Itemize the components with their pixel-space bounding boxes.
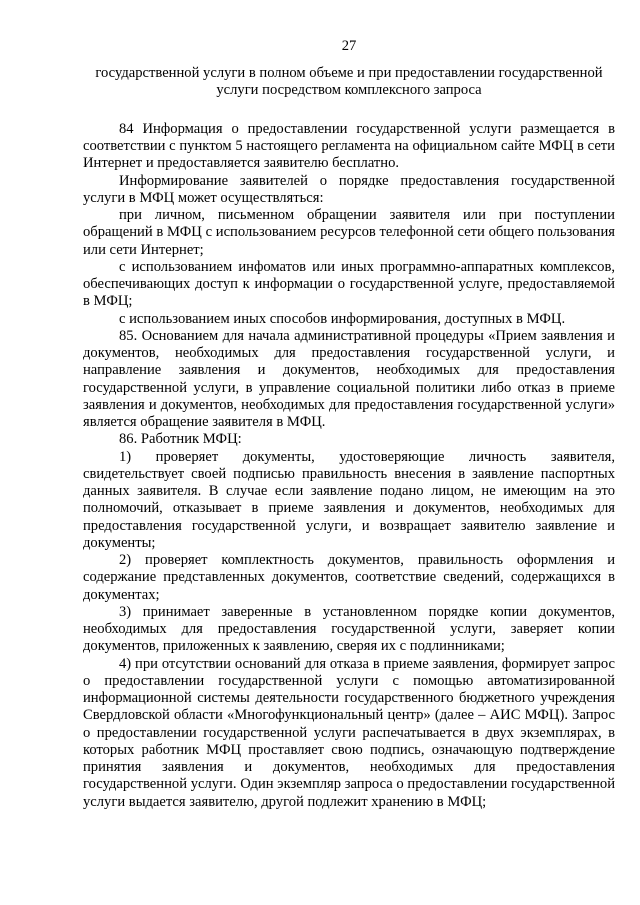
- page-number: 27: [341, 38, 357, 54]
- paragraph-84: 84 Информация о предоставлении государственной услуги размещается в соответствии с пунктом 5 настоящего регламента на официальном сайте МФЦ в сети Интернет и предоставляется заявителю бесплатно.: [83, 120, 615, 172]
- list-item-1: 1) проверяет документы, удостоверяющие личность заявителя, свидетельствует своей подписью правильность внесения в заявление паспортных данных заявителя. В случае если заявление подано лицом, не имеющим на это полномочий, отказывает в приеме заявления и документов, необходимых для предоставления государственной услуги, и возвращает заявителю заявление и документы;: [83, 448, 615, 551]
- paragraph-informing: Информирование заявителей о порядке предоставления государственной услуги в МФЦ может осуществляться:: [83, 172, 615, 206]
- paragraph-86: 86. Работник МФЦ:: [119, 431, 242, 448]
- document-page: [83, 38, 615, 811]
- paragraph-personal-request: при личном, письменном обращении заявителя или при поступлении обращений в МФЦ с использованием ресурсов телефонной сети общего пользования или сети Интернет;: [83, 207, 615, 258]
- list-item-3: 3) принимает заверенные в установленном порядке копии документов, необходимых для предоставления государственной услуги, заверяет копии документов, приложенных к заявлению, сверяя их с подлинниками;: [83, 603, 615, 655]
- section-heading: государственной услуги в полном объеме и при предоставлении государственной услуги посредством комплексного запроса: [95, 65, 603, 99]
- paragraph-other-ways: с использованием иных способов информирования, доступных в МФЦ.: [119, 310, 566, 327]
- paragraph-85: 85. Основанием для начала административной процедуры «Прием заявления и документов, необходимых для предоставления государственной услуги, и направление заявления и документов, необходимых для предоставления государственной услуги, в управление социальной политики либо отказ в приеме заявления и документов, необходимых для предоставления государственной услуги» является обращение заявителя в МФЦ.: [83, 327, 615, 431]
- list-item-4: 4) при отсутствии оснований для отказа в приеме заявления, формирует запрос о предоставлении государственной услуги с помощью автоматизированной информационной системы деятельности государственного бюджетного учреждения Свердловской области «Многофункциональный центр» (далее – АИС МФЦ). Запрос о предоставлении государственной услуги распечатывается в двух экземплярах, в которых работник МФЦ проставляет свою подпись, означающую подтверждение принятия заявления и документов, необходимых для предоставления государственной услуги. Один экземпляр запроса о предоставлении государственной услуги выдается заявителю, другой подлежит хранению в МФЦ;: [83, 655, 615, 810]
- paragraph-infomats: с использованием инфоматов или иных программно-аппаратных комплексов, обеспечивающих доступ к информации о государственной услуге, предоставляемой в МФЦ;: [83, 258, 615, 310]
- list-item-2: 2) проверяет комплектность документов, правильность оформления и содержание представленных документов, соответствие сведений, содержащихся в документах;: [83, 552, 615, 603]
